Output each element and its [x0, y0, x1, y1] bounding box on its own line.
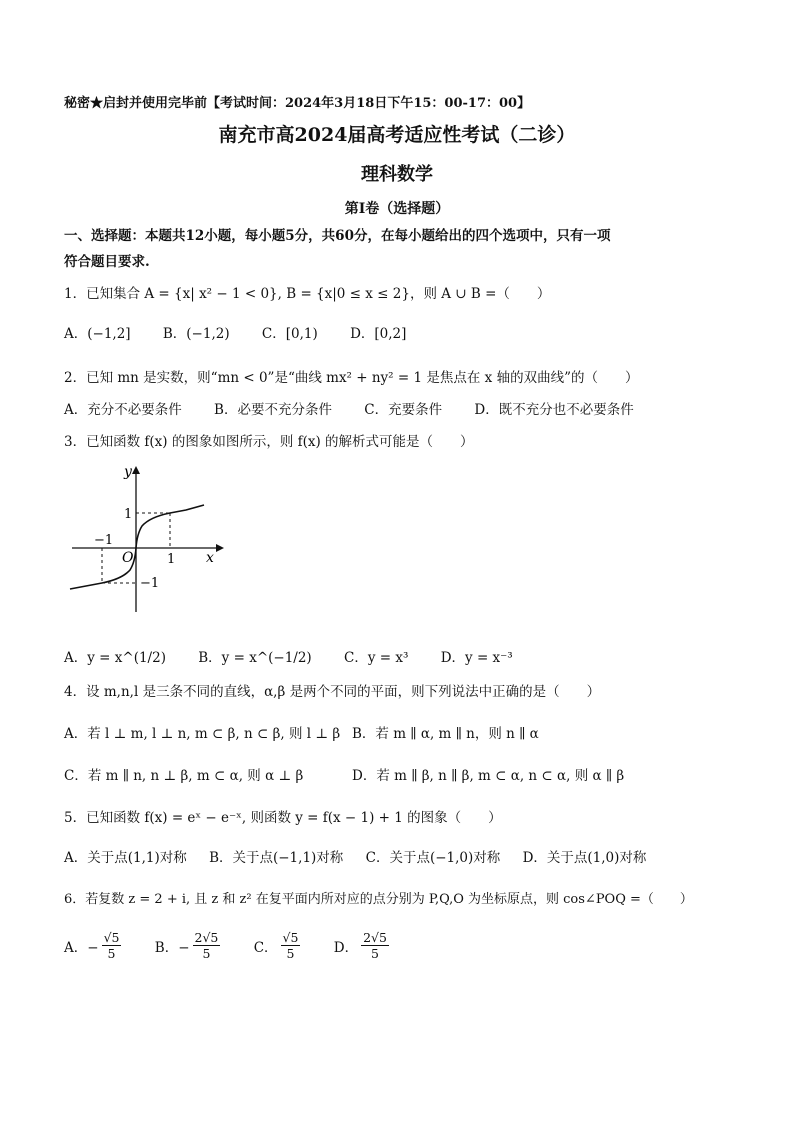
q3-function-graph: [66, 462, 226, 620]
q2-option-b[interactable]: B．必要不充分条件: [214, 402, 332, 418]
q6-option-c-fraction: $\frac{√5}{5}$: [282, 930, 299, 961]
graph-y-label: y: [124, 464, 132, 480]
graph-tick-y-pos: 1: [124, 507, 133, 522]
q6-option-c-letter: C．: [253, 939, 278, 956]
q2-option-d[interactable]: D．既不充分也不必要条件: [474, 402, 634, 418]
graph-tick-x-neg: −1: [94, 533, 114, 548]
q6-option-b-letter: B．−: [154, 939, 190, 956]
q3-option-c[interactable]: C．y = x³: [344, 650, 409, 666]
q6-option-d-letter: D．: [333, 939, 359, 956]
q5-options: [64, 846, 646, 866]
q4-option-c[interactable]: C．若 m ∥ n, n ⊥ β, m ⊂ α, 则 α ⊥ β: [64, 768, 304, 784]
q3-option-a[interactable]: A．y = x^(1/2): [64, 650, 166, 666]
q3-stem: 3．已知函数 f(x) 的图象如图所示，则 f(x) 的解析式可能是（ ）: [64, 434, 474, 450]
q6-option-c[interactable]: [254, 930, 304, 961]
q2-option-c[interactable]: C．充要条件: [364, 402, 443, 418]
q6-stem: 6．若复数 z = 2 + i, 且 z 和 z² 在复平面内所对应的点分别为 P,Q,O 为坐标原点，则 cos∠POQ =（ ）: [64, 892, 693, 907]
q1-option-c[interactable]: C．[0,1): [261, 326, 318, 342]
section-instructions-1: 一、选择题：本题共12小题，每小题5分，共60分，在每小题给出的四个选项中，只有一项: [64, 228, 611, 244]
q2-option-a[interactable]: A．充分不必要条件: [64, 402, 182, 418]
graph-tick-y-neg: −1: [140, 576, 160, 591]
q6-option-a[interactable]: [64, 930, 124, 961]
q5-option-b[interactable]: B．关于点(−1,1)对称: [209, 850, 344, 866]
volume-label: 第Ⅰ卷（选择题）: [344, 201, 450, 217]
graph-tick-x-pos: 1: [167, 552, 176, 567]
exam-notice: 秘密★启封并使用完毕前【考试时间：2024年3月18日下午15：00-17：00】: [64, 96, 531, 111]
q4-option-d[interactable]: D．若 m ∥ β, n ∥ β, m ⊂ α, n ⊂ α, 则 α ∥ β: [352, 768, 625, 784]
q3-options: [64, 646, 541, 666]
q1-stem: 1．已知集合 A = {x| x² − 1 < 0}, B = {x|0 ≤ x ≤ 2}，则 A ∪ B =（ ）: [64, 286, 551, 302]
q1-option-a[interactable]: A．(−1,2]: [64, 326, 131, 342]
q4-stem: 4．设 m,n,l 是三条不同的直线，α,β 是两个不同的平面，则下列说法中正确的是（ ）: [64, 684, 601, 700]
graph-origin-label: O: [122, 550, 134, 566]
q6-option-d[interactable]: [334, 930, 392, 961]
q4-option-a[interactable]: A．若 l ⊥ m, l ⊥ n, m ⊂ β, n ⊂ β, 则 l ⊥ β: [64, 726, 341, 742]
q1-options: [64, 322, 434, 342]
q1-option-b[interactable]: B．(−1,2): [162, 326, 230, 342]
exam-subject: 理科数学: [361, 164, 433, 185]
q6-option-a-fraction: $\frac{√5}{5}$: [103, 930, 120, 961]
q6-options: [64, 930, 392, 961]
q2-stem: 2．已知 mn 是实数，则“mn < 0”是“曲线 mx² + ny² = 1 是焦点在 x 轴的双曲线”的（ ）: [64, 370, 639, 386]
q5-option-d[interactable]: D．关于点(1,0)对称: [522, 850, 647, 866]
q3-option-d[interactable]: D．y = x⁻³: [440, 650, 513, 666]
q2-options: [64, 398, 662, 418]
q5-option-c[interactable]: C．关于点(−1,0)对称: [365, 850, 501, 866]
q1-option-d[interactable]: D．[0,2]: [350, 326, 407, 342]
q6-option-b[interactable]: [155, 930, 224, 961]
graph-x-label: x: [206, 550, 214, 566]
q6-option-a-letter: A．−: [64, 939, 99, 956]
section-instructions-2: 符合题目要求.: [64, 254, 150, 270]
q6-option-d-fraction: $\frac{2√5}{5}$: [363, 930, 387, 961]
exam-title: 南充市高2024届高考适应性考试（二诊）: [218, 124, 576, 146]
q4-option-b[interactable]: B．若 m ∥ α, m ∥ n，则 n ∥ α: [352, 726, 539, 742]
q5-option-a[interactable]: A．关于点(1,1)对称: [64, 850, 187, 866]
q6-option-b-fraction: $\frac{2√5}{5}$: [194, 930, 219, 961]
q3-option-b[interactable]: B．y = x^(−1/2): [198, 650, 312, 666]
q5-stem: 5．已知函数 f(x) = eˣ − e⁻ˣ, 则函数 y = f(x − 1) + 1 的图象（ ）: [64, 810, 502, 826]
